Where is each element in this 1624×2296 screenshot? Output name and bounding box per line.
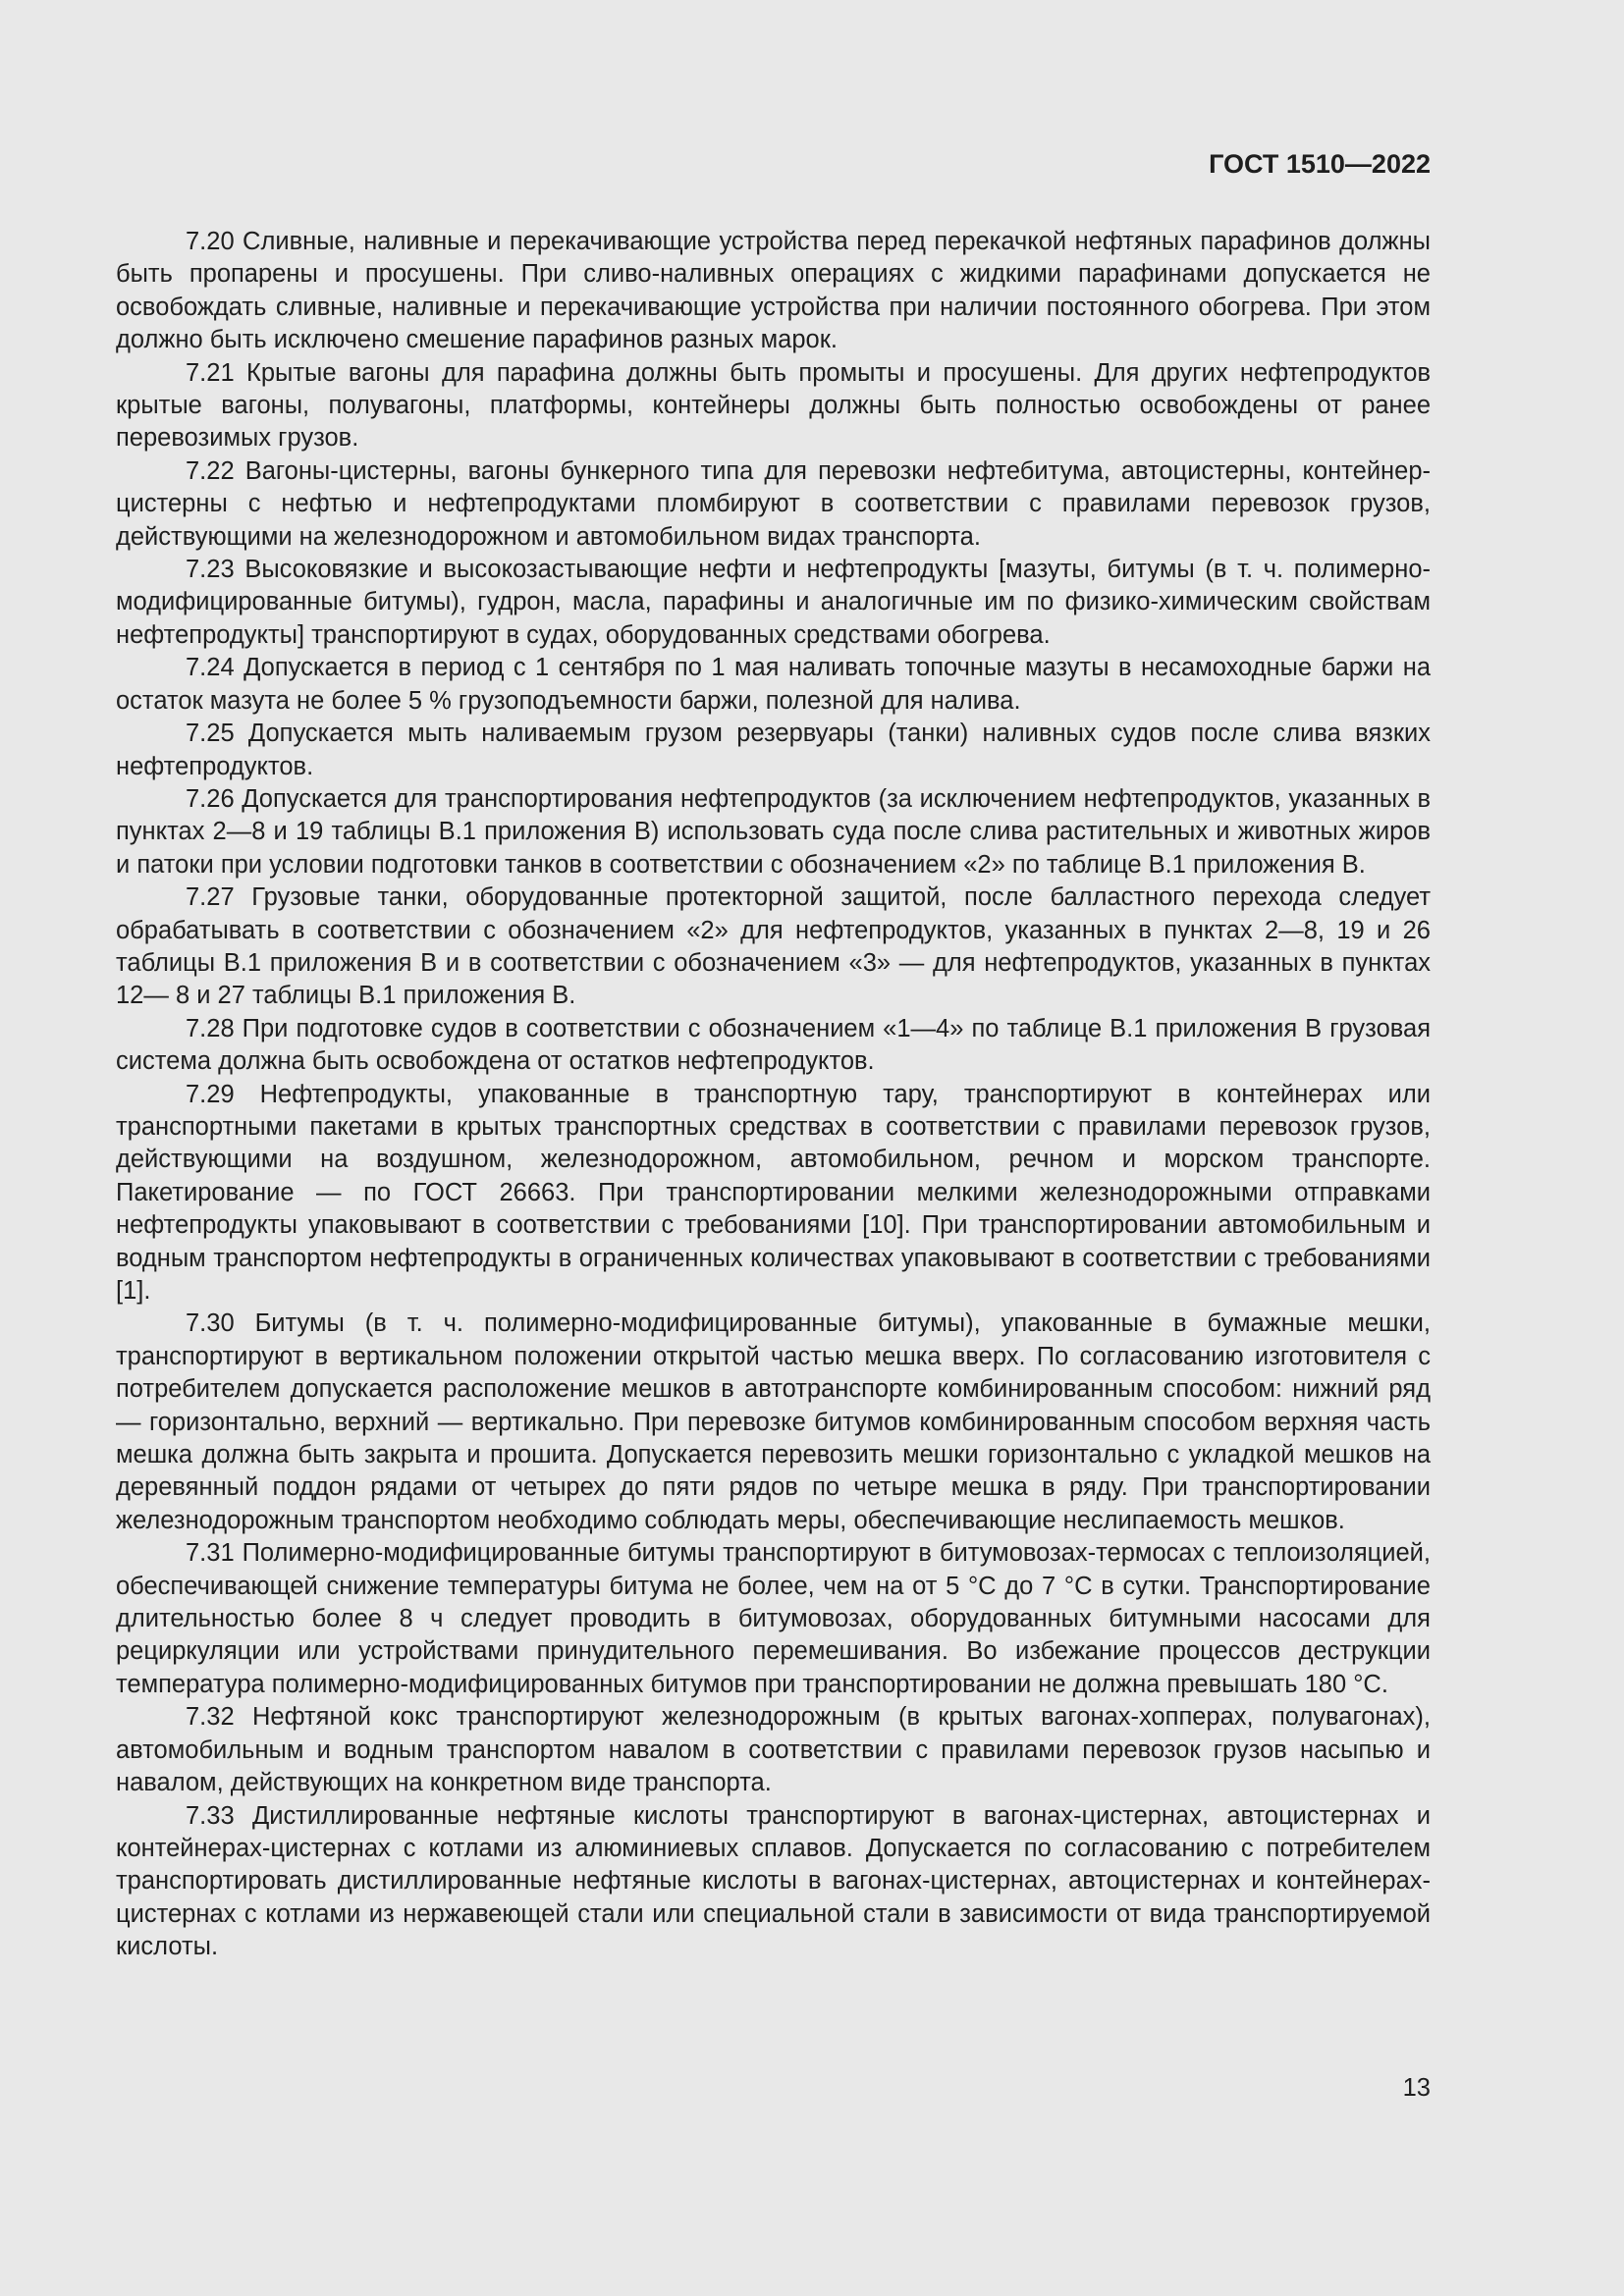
paragraph-7-25: 7.25 Допускается мыть наливаемым грузом резервуары (танки) наливных судов после слива вязких нефтепродуктов. <box>116 720 1431 780</box>
paragraph-7-32: 7.32 Нефтяной кокс транспортируют железнодорожным (в крытых вагонах-хопперах, полувагонах), автомобильным и водным транспортом навалом в соответствии с правилами перевозок грузов насыпью и навалом, действующих на конкретном виде транспорта. <box>116 1703 1431 1797</box>
paragraph-7-29: 7.29 Нефтепродукты, упакованные в транспортную тару, транспортируют в контейнерах или транспортными пакетами в крытых транспортных средствах в соответствии с правилами перевозок грузов, действующими на воздушном, железнодорожном, автомобильном, речном и морском транспорте. Пакетирование — по ГОСТ 26663. При транспортировании мелкими железнодорожными отправками нефтепродукты упаковывают в соответствии с требованиями [10]. При транспортировании автомобильным и водным транспортом нефтепродукты в ограниченных количествах упаковывают в соответствии с требованиями [1]. <box>116 1080 1431 1305</box>
paragraph-7-20: 7.20 Сливные, наливные и перекачивающие устройства перед перекачкой нефтяных парафинов должны быть пропарены и просушены. При сливо-наливных операциях с жидкими парафинами допускается не освобождать сливные, наливные и перекачивающие устройства при наличии постоянного обогрева. При этом должно быть исключено смешение парафинов разных марок. <box>116 228 1431 354</box>
paragraph-7-23: 7.23 Высоковязкие и высокозастывающие нефти и нефтепродукты [мазуты, битумы (в т. ч. полимерно-модифицированные битумы), гудрон, масла, парафины и аналогичные им по физико-химическим свойствам нефтепродукты] транспортируют в судах, оборудованных средствами обогрева. <box>116 556 1431 649</box>
paragraph-7-28: 7.28 При подготовке судов в соответствии с обозначением «1—4» по таблице В.1 приложения В грузовая система должна быть освобождена от остатков нефтепродуктов. <box>116 1014 1431 1076</box>
paragraph-7-24: 7.24 Допускается в период с 1 сентября по 1 мая наливать топочные мазуты в несамоходные баржи на остаток мазута не более 5 % грузоподъемности баржи, полезной для налива. <box>116 654 1431 715</box>
paragraph-7-22: 7.22 Вагоны-цистерны, вагоны бункерного типа для перевозки нефтебитума, автоцистерны, контейнер-цистерны с нефтью и нефтепродуктами пломбируют в соответствии с правилами перевозок грузов, действующими на железнодорожном и автомобильном видах транспорта. <box>116 456 1431 551</box>
document-header: ГОСТ 1510—2022 <box>1209 149 1431 179</box>
paragraph-7-30: 7.30 Битумы (в т. ч. полимерно-модифицированные битумы), упакованные в бумажные мешки, транспортируют в вертикальном положении открытой частью мешка вверх. По согласованию изготовителя с потребителем допускается расположение мешков в автотранспорте комбинированным способом: нижний ряд — горизонтально, верхний — вертикально. При перевозке битумов комбинированным способом верхняя часть мешка должна быть закрыта и прошита. Допускается перевозить мешки горизонтально с укладкой мешков на деревянный поддон рядами от четырех до пяти рядов по четыре мешка в ряду. При транспортировании железнодорожным транспортом необходимо соблюдать меры, обеспечивающие неслипаемость мешков. <box>116 1309 1431 1534</box>
paragraph-7-26: 7.26 Допускается для транспортирования нефтепродуктов (за исключением нефтепродуктов, указанных в пунктах 2—8 и 19 таблицы В.1 приложения В) использовать суда после слива растительных и животных жиров и патоки при условии подготовки танков в соответствии с обозначением «2» по таблице В.1 приложения В. <box>116 784 1431 879</box>
paragraph-7-27: 7.27 Грузовые танки, оборудованные протекторной защитой, после балластного перехода следует обрабатывать в соответствии с обозначением «2» для нефтепродуктов, указанных в пунктах 2—8, 19 и 26 таблицы В.1 приложения В и в соответствии с обозначением «3» — для нефтепродуктов, указанных в пунктах 12— 8 и 27 таблицы В.1 приложения В. <box>116 883 1431 1010</box>
paragraph-7-33: 7.33 Дистиллированные нефтяные кислоты транспортируют в вагонах-цистернах, автоцистернах и контейнерах-цистернах с котлами из алюминиевых сплавов. Допускается по согласованию с потребителем транспортировать дистиллированные нефтяные кислоты в вагонах-цистернах, автоцистернах и контейнерах-цистернах с котлами из нержавеющей стали или специальной стали в зависимости от вида транспортируемой кислоты. <box>116 1801 1431 1961</box>
paragraph-7-21: 7.21 Крытые вагоны для парафина должны быть промыты и просушены. Для других нефтепродуктов крытые вагоны, полувагоны, платформы, контейнеры должны быть полностью освобождены от ранее перевозимых грузов. <box>116 358 1431 453</box>
page-number: 13 <box>1402 2074 1431 2102</box>
paragraph-7-31: 7.31 Полимерно-модифицированные битумы транспортируют в битумовозах-термосах с теплоизоляцией, обеспечивающей снижение температуры битума не более, чем на от 5 °С до 7 °С в сутки. Транспортирование длительностью более 8 ч следует проводить в битумовозах, оборудованных битумными насосами для рециркуляции или устройствами принудительного перемешивания. Во избежание процессов деструкции температура полимерно-модифицированных битумов при транспортировании не должна превышать 180 °С. <box>116 1539 1431 1698</box>
document-body <box>116 226 1431 1964</box>
